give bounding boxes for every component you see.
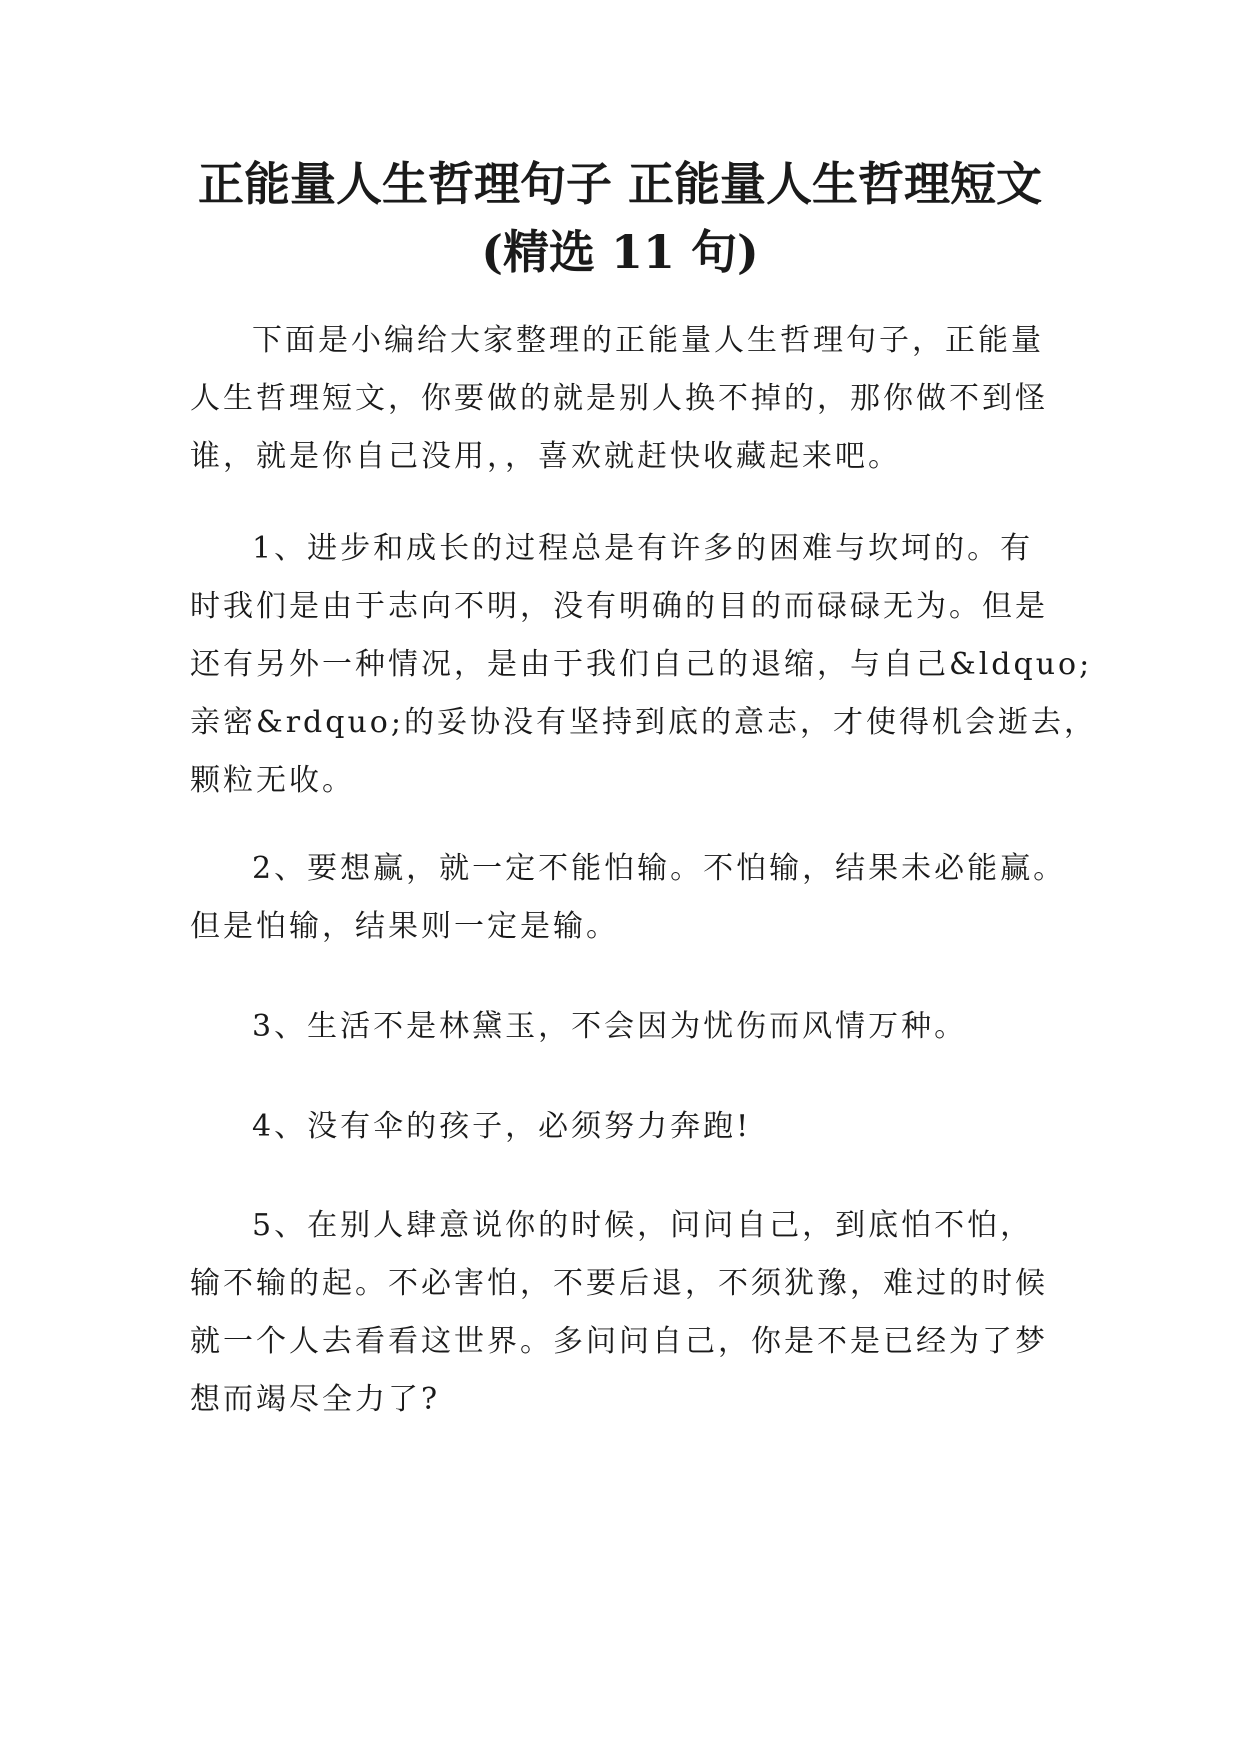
intro-paragraph — [190, 312, 1070, 486]
paragraph-line: 人生哲理短文，你要做的就是别人换不掉的，那你做不到怪 — [190, 381, 1048, 416]
paragraph-line: 2、要想赢，就一定不能怕输。不怕输，结果未必能赢。 — [252, 851, 1067, 886]
sentence-item-2 — [190, 840, 1070, 956]
paragraph-line: 就一个人去看看这世界。多问问自己，你是不是已经为了梦 — [190, 1324, 1048, 1359]
paragraph-line: 下面是小编给大家整理的正能量人生哲理句子，正能量 — [252, 323, 1044, 358]
sentence-item-4 — [190, 1098, 1070, 1156]
paragraph-line: 4、没有伞的孩子，必须努力奔跑! — [252, 1109, 752, 1144]
paragraph-line: 1、进步和成长的过程总是有许多的困难与坎坷的。有 — [252, 531, 1034, 566]
document-title-line-2: (精选 11 句) — [481, 225, 759, 279]
sentence-item-3 — [190, 998, 1070, 1056]
paragraph-line: 时我们是由于志向不明，没有明确的目的而碌碌无为。但是 — [190, 589, 1048, 624]
paragraph-line: 颗粒无收。 — [190, 763, 355, 798]
paragraph-line: 但是怕输，结果则一定是输。 — [190, 909, 619, 944]
document-title-line-1: 正能量人生哲理句子 正能量人生哲理短文 — [197, 157, 1042, 211]
paragraph-line: 想而竭尽全力了? — [190, 1382, 441, 1417]
sentence-item-1 — [190, 520, 1097, 810]
paragraph-line: 5、在别人肆意说你的时候，问问自己，到底怕不怕， — [252, 1208, 1034, 1243]
paragraph-line: 亲密&rdquo;的妥协没有坚持到底的意志，才使得机会逝去， — [190, 705, 1097, 740]
paragraph-line: 还有另外一种情况，是由于我们自己的退缩，与自己&ldquo; — [190, 647, 1093, 682]
paragraph-line: 输不输的起。不必害怕，不要后退，不须犹豫，难过的时候 — [190, 1266, 1048, 1301]
paragraph-line: 3、生活不是林黛玉，不会因为忧伤而风情万种。 — [252, 1009, 968, 1044]
sentence-item-5 — [190, 1197, 1070, 1429]
paragraph-line: 谁，就是你自己没用，，喜欢就赶快收藏起来吧。 — [190, 439, 901, 474]
